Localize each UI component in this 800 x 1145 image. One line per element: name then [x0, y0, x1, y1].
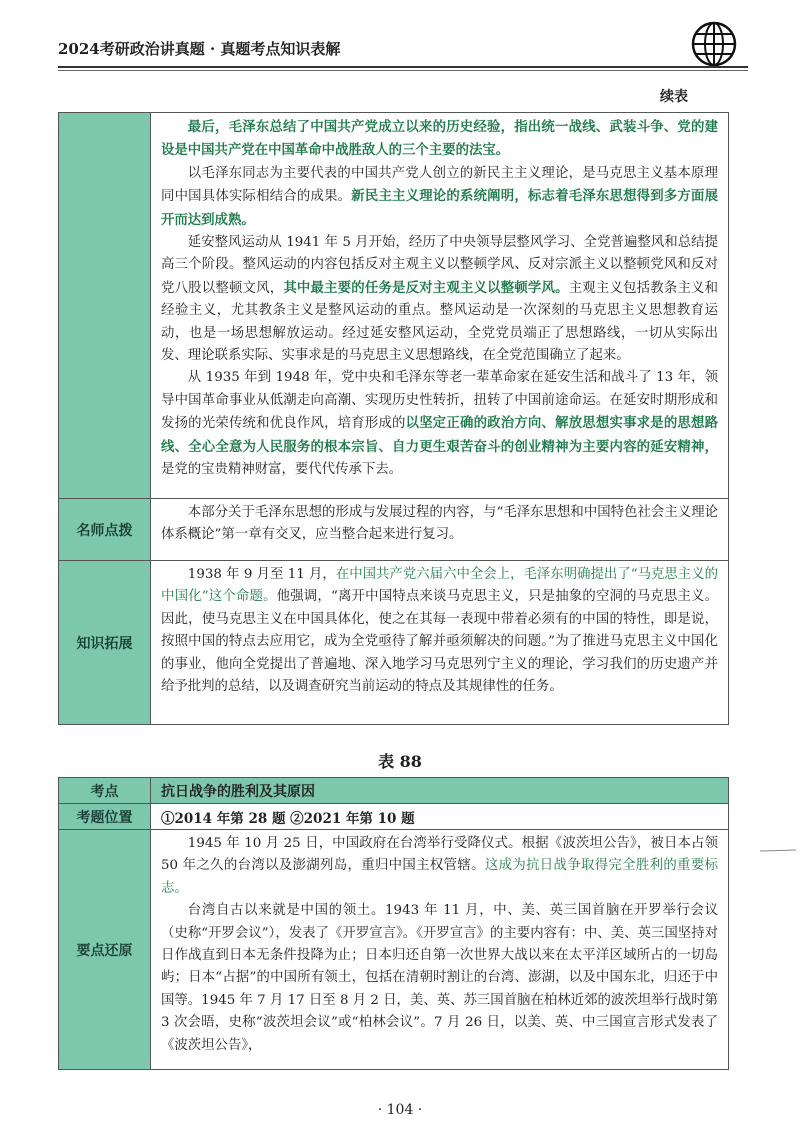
row-content: [151, 561, 729, 725]
table-row: [59, 499, 729, 561]
globe-logo-icon: [690, 20, 738, 68]
question-position-value: ①2014 年第 28 题 ②2021 年第 10 题: [151, 804, 729, 830]
paragraph: [161, 833, 718, 900]
row-label-key-points: 要点还原: [59, 830, 151, 1070]
highlighted-text: 其中最主要的任务是反对主观主义以整顿学风。: [283, 279, 569, 296]
paragraph: [161, 232, 718, 367]
text-run: 1938 年 9 月至 11 月，: [187, 567, 336, 582]
page-number: · 104 ·: [377, 1102, 423, 1118]
table-row: [59, 804, 729, 830]
highlighted-text: 新民主主义理论的系统阐明，标志着毛泽东思想得到多方面展开而达到成熟。: [161, 188, 719, 228]
paragraph: [161, 564, 718, 698]
continued-table: [58, 112, 729, 725]
row-label-teacher-tips: 名师点拨: [59, 499, 151, 561]
row-label-question-position: 考题位置: [59, 804, 151, 830]
table-row: [59, 561, 729, 725]
row-label-knowledge-extension: 知识拓展: [59, 561, 151, 725]
header-rule: [58, 66, 748, 68]
text-run: 1945 年 10 月 25 日，中国政府在台湾举行受降仪式。根据《波茨坦公告》，被日本占领 50 年之久的台湾以及澎湖列岛，重归中国主权管辖。: [161, 836, 718, 874]
text-run: 以毛泽东同志为主要代表的中国共产党人创立的新民主主义理论，是马克思主义基本原理同中国具体实际相结合的成果。: [161, 165, 718, 205]
table-row: [59, 830, 729, 1070]
paragraph: [161, 163, 718, 232]
highlighted-text: 以坚定正确的政治方向、解放思想实事求是的思想路线、全心全意为人民服务的根本宗旨、自力更生艰苦奋斗的创业精神为主要内容的延安精神，: [161, 415, 718, 455]
row-content: [151, 113, 729, 499]
running-header: 2024考研政治讲真题 · 真题考点知识表解: [58, 40, 341, 58]
paragraph: [161, 116, 718, 163]
paragraph: [161, 502, 718, 547]
text-run: 是党的宝贵精神财富，要代代传承下去。: [161, 462, 403, 478]
highlighted-text: 在中国共产党六届六中全会上，毛泽东明确提出了“马克思主义的中国化”这个命题。: [161, 567, 719, 605]
text-run: 台湾自古以来就是中国的领土。1943 年 11 月，中、美、英三国首脑在开罗举行会议（史称“开罗会议”），发表了《开罗宣言》。《开罗宣言》的主要内容有：中、美、英三国坚持对日作战直到日本无条件投降为止；日本归还自第一次世界大战以来在太平洋区域所占的一切岛屿；日本“占据”的中国所有领土，包括在清朝时割让的台湾、澎湖，以及中国东北，归还于中国等。1945 年 7 月 17 日至 8 月 2 日，美、英、苏三国首脑在柏林近郊的波茨坦举行战时第 3 次会晤，史称“波茨坦会议”或“柏林会议”。7 月 26 日，以美、英、中三国宣言形式发表了《波茨坦公告》，: [161, 903, 718, 1053]
topic-value: 抗日战争的胜利及其原因: [151, 778, 729, 804]
highlighted-text: 这成为抗日战争取得完全胜利的重要标志。: [161, 858, 719, 896]
text-run: 他强调，“离开中国特点来谈马克思主义，只是抽象的空洞的马克思主义。因此，使马克思主义在中国具体化，使之在其每一表现中带着必须有的中国的特性，即是说，按照中国的特点去应用它，成为全党亟待了解并亟须解决的问题。”为了推进马克思主义中国化的事业，他向全党提出了普遍地、深入地学习马克思列宁主义的理论，学习我们的历史遗产并给予批判的总结，以及调查研究当前运动的特点及其规律性的任务。: [161, 589, 718, 695]
row-content: [151, 830, 729, 1070]
table-title: 表 88: [378, 752, 422, 771]
paragraph: [161, 367, 718, 481]
table-row: [59, 778, 729, 804]
text-run: 主观主义包括教条主义和经验主义，尤其教条主义是整风运动的重点。整风运动是一次深刻的马克思主义思想教育运动，也是一场思想解放运动。经过延安整风运动，全党党员端正了思想路线，一切从实际出发、理论联系实际、实事求是的马克思主义思想路线，在全党范围确立了起来。: [161, 280, 719, 364]
text-run: 从 1935 年到 1948 年，党中央和毛泽东等老一辈革命家在延安生活和战斗了 13 年，领导中国革命事业从低潮走向高潮、实现历史性转折，扭转了中国前途命运。在延安时期形成和发扬的光荣传统和优良作风，培育形成的: [161, 370, 718, 432]
paragraph: [161, 900, 718, 1057]
row-content: [151, 499, 729, 561]
text-run: 延安整风运动从 1941 年 5 月开始，经历了中央领导层整风学习、全党普遍整风和总结提高三个阶段。整风运动的内容包括反对主观主义以整顿学风、反对宗派主义以整顿党风和反对党八股以整顿文风，: [161, 235, 718, 296]
continued-label: 续表: [660, 89, 688, 105]
text-run: 本部分关于毛泽东思想的形成与发展过程的内容，与“毛泽东思想和中国特色社会主义理论体系概论”第一章有交叉，应当整合起来进行复习。: [161, 505, 718, 543]
header-rule-thin: [58, 70, 748, 71]
table-88: [58, 777, 729, 1070]
table-row: [59, 113, 729, 499]
highlighted-text: 最后，毛泽东总结了中国共产党成立以来的历史经验，指出统一战线、武装斗争、党的建设是中国共产党在中国革命中战胜敌人的三个主要的法宝。: [161, 119, 718, 159]
row-label: [59, 113, 151, 499]
row-label-topic: 考点: [59, 778, 151, 804]
pen-mark-icon: [760, 848, 796, 854]
